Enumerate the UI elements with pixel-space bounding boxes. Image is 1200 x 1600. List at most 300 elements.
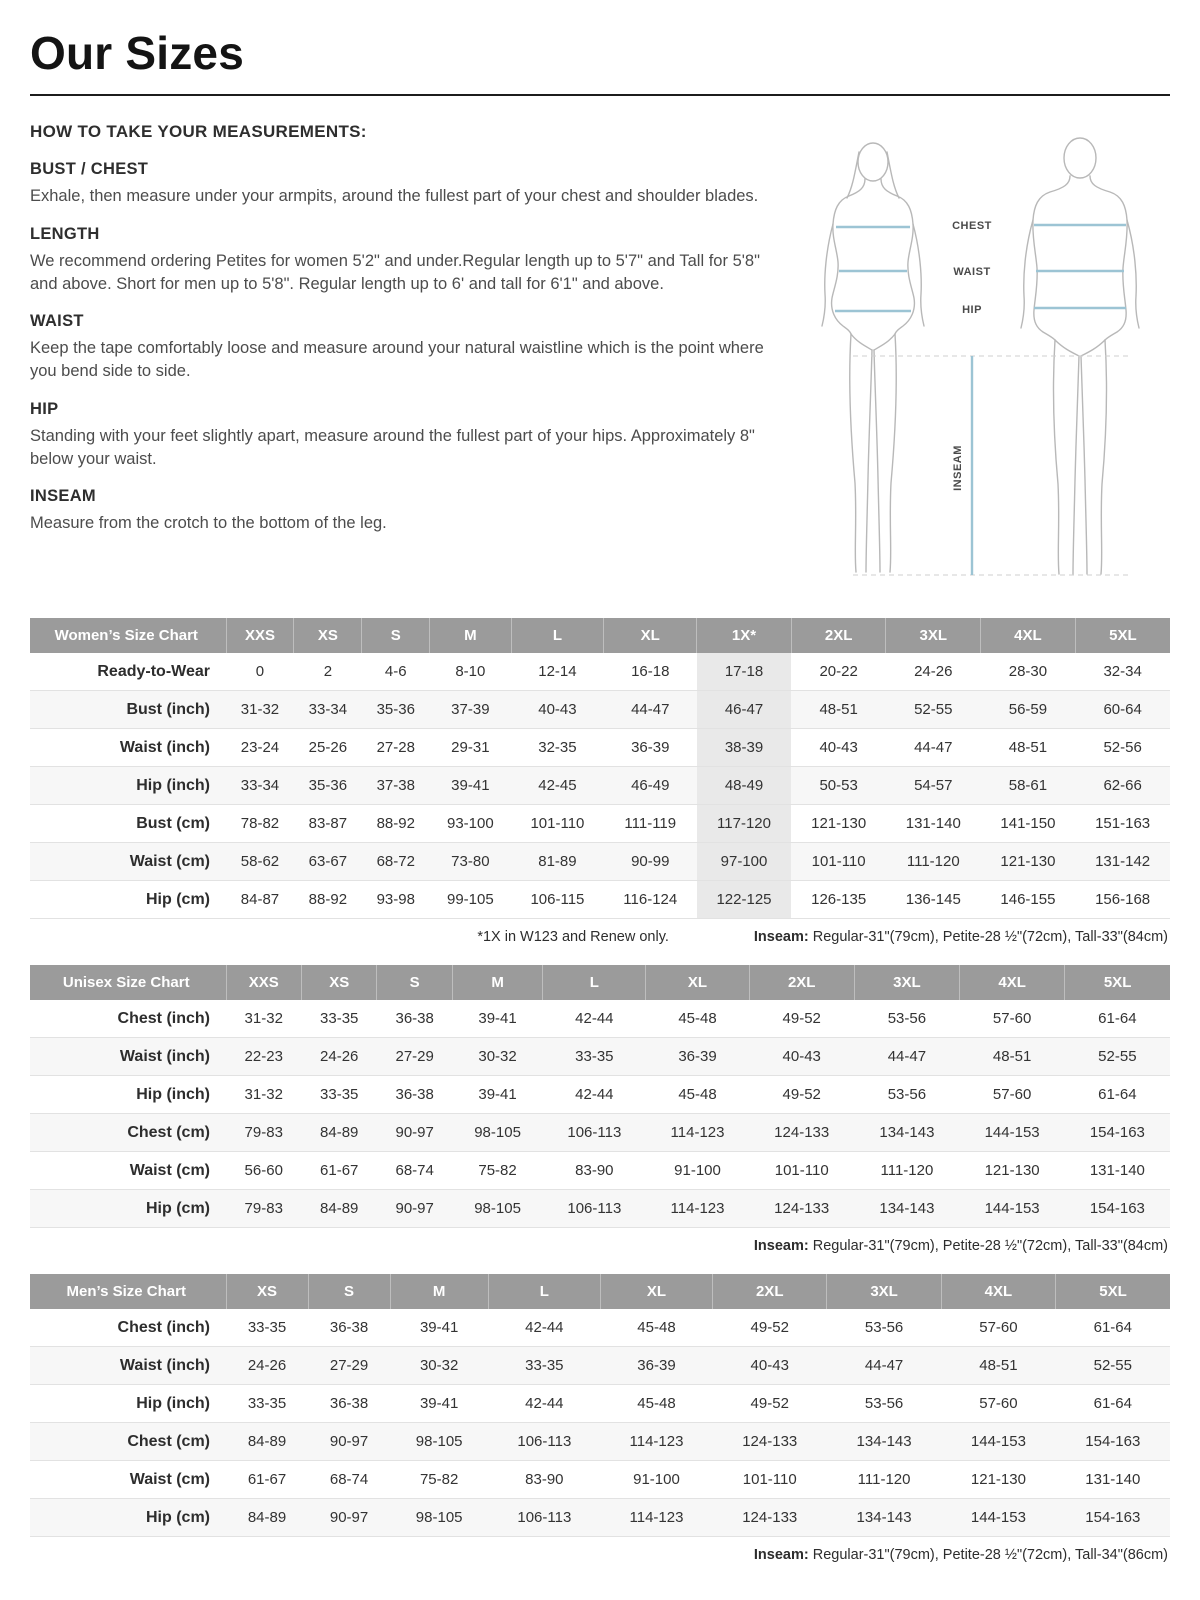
table-row (30, 843, 1170, 881)
table-cell: 33-35 (575, 1048, 614, 1065)
table-cell: 93-98 (376, 891, 415, 908)
table-cell: 53-56 (864, 1395, 904, 1412)
row-label: Hip (cm) (146, 1508, 210, 1526)
table-cell: 40-43 (782, 1048, 821, 1065)
column-header: 4XL (941, 1274, 1055, 1309)
table-cell: 49-52 (782, 1010, 821, 1027)
table-header-row (30, 965, 1170, 1000)
row-label: Hip (inch) (136, 776, 210, 794)
table-row (30, 1385, 1170, 1423)
table-cell: 25-26 (308, 739, 348, 756)
column-header: XXS (226, 965, 301, 1000)
table-cell: 90-97 (329, 1433, 369, 1450)
table-cell: 131-140 (1089, 1162, 1145, 1179)
mens-size-chart (30, 1274, 1170, 1537)
row-label: Hip (inch) (136, 1394, 210, 1412)
table-cell: 63-67 (308, 853, 348, 870)
content-top (30, 122, 1170, 598)
row-label: Chest (inch) (117, 1009, 210, 1027)
table-cell: 68-74 (395, 1162, 434, 1179)
table-cell: 134-143 (879, 1124, 935, 1141)
table-row (30, 1347, 1170, 1385)
table-cell: 101-110 (774, 1162, 829, 1179)
table-cell: 57-60 (992, 1010, 1032, 1027)
table-cell: 30-32 (419, 1357, 459, 1374)
table-cell: 46-49 (631, 777, 670, 794)
row-label: Ready-to-Wear (97, 662, 210, 680)
table-cell: 114-123 (670, 1124, 725, 1141)
table-cell: 52-55 (914, 701, 953, 718)
table-cell: 98-105 (415, 1433, 463, 1450)
table-cell: 98-105 (474, 1124, 521, 1141)
table-cell: 35-36 (376, 701, 415, 718)
table-cell: 106-115 (530, 891, 585, 908)
table-cell: 36-38 (329, 1395, 369, 1412)
table-footnote (30, 1547, 1168, 1563)
table-cell: 61-64 (1093, 1319, 1132, 1336)
table-row (30, 767, 1170, 805)
table-cell: 32-34 (1103, 663, 1142, 680)
table-cell: 60-64 (1103, 701, 1142, 718)
table-cell: 52-55 (1093, 1357, 1132, 1374)
table-cell: 36-38 (395, 1086, 434, 1103)
instruction-section-length (30, 225, 765, 296)
unisex-size-table-section (30, 965, 1170, 1254)
column-header: L (511, 618, 604, 653)
column-header: 4XL (981, 618, 1076, 653)
table-cell: 45-48 (678, 1010, 717, 1027)
table-row (30, 805, 1170, 843)
table-cell: 154-163 (1089, 1124, 1145, 1141)
table-cell: 154-163 (1085, 1509, 1141, 1526)
table-cell: 111-120 (880, 1162, 934, 1179)
table-cell: 93-100 (447, 815, 494, 832)
column-header: 3XL (854, 965, 959, 1000)
table-cell: 48-51 (1008, 739, 1048, 756)
column-header: S (377, 965, 452, 1000)
row-label: Waist (cm) (129, 852, 210, 870)
table-cell: 39-41 (419, 1319, 459, 1336)
column-header: M (452, 965, 542, 1000)
table-cell: 8-10 (455, 663, 486, 680)
row-label: Hip (inch) (136, 1085, 210, 1103)
table-cell: 33-35 (247, 1319, 287, 1336)
column-header: XL (600, 1274, 712, 1309)
table-cell: 121-130 (984, 1162, 1040, 1179)
table-cell: 52-56 (1103, 739, 1142, 756)
table-cell: 23-24 (240, 739, 280, 756)
section-body: Exhale, then measure under your armpits, around the fullest part of your chest and shoulder blades. (30, 187, 759, 205)
table-row (30, 653, 1170, 691)
table-cell: 39-41 (451, 777, 490, 794)
table-cell: 42-44 (525, 1395, 564, 1412)
table-cell: 90-97 (395, 1200, 434, 1217)
table-cell: 27-29 (395, 1048, 434, 1065)
section-title: WAIST (30, 312, 84, 331)
table-cell: 114-123 (670, 1200, 725, 1217)
table-cell: 50-53 (819, 777, 858, 794)
row-label: Hip (cm) (146, 890, 210, 908)
table-cell: 53-56 (887, 1010, 927, 1027)
table-cell: 37-39 (451, 701, 490, 718)
table-cell: 144-153 (984, 1124, 1040, 1141)
table-cell: 33-35 (247, 1395, 287, 1412)
table-cell: 37-38 (376, 777, 415, 794)
column-header: 5XL (1075, 618, 1170, 653)
column-header: XL (604, 618, 697, 653)
table-cell: 53-56 (887, 1086, 927, 1103)
table-row (30, 881, 1170, 919)
footnote-note: *1X in W123 and Renew only. (477, 929, 669, 945)
table-cell: 24-26 (247, 1357, 287, 1374)
table-cell: 56-59 (1008, 701, 1048, 718)
table-cell: 68-74 (329, 1471, 369, 1488)
body-measurement-illustration (793, 128, 1169, 598)
column-header: 1X* (697, 618, 792, 653)
table-cell: 28-30 (1008, 663, 1048, 680)
table-cell: 4-6 (384, 663, 407, 680)
table-cell: 44-47 (914, 739, 953, 756)
table-cell: 12-14 (538, 663, 577, 680)
table-cell: 134-143 (856, 1509, 912, 1526)
table-cell: 124-133 (742, 1433, 798, 1450)
table-cell: 101-110 (742, 1471, 797, 1488)
column-header: S (362, 618, 430, 653)
table-cell: 134-143 (879, 1200, 935, 1217)
chest-label: CHEST (951, 220, 992, 232)
column-header: M (390, 1274, 488, 1309)
hip-label: HIP (961, 304, 982, 316)
table-cell: 45-48 (637, 1319, 676, 1336)
table-cell: 124-133 (774, 1200, 830, 1217)
table-cell: 48-51 (979, 1357, 1018, 1374)
section-title: BUST / CHEST (30, 160, 149, 178)
table-cell: 90-99 (631, 853, 670, 870)
table-cell: 84-89 (320, 1124, 359, 1141)
table-cell: 30-32 (478, 1048, 517, 1065)
table-cell: 42-44 (575, 1086, 614, 1103)
table-cell: 35-36 (308, 777, 348, 794)
table-cell: 121-130 (970, 1471, 1026, 1488)
table-cell: 44-47 (864, 1357, 904, 1374)
table-cell: 33-35 (320, 1010, 359, 1027)
table-cell: 97-100 (697, 843, 792, 881)
inseam-footnote: Inseam: Regular-31"(79cm), Petite-28 ½"(72cm), Tall-34"(86cm) (753, 1547, 1168, 1563)
column-header: 2XL (749, 965, 854, 1000)
row-label: Chest (inch) (117, 1318, 210, 1336)
table-row (30, 1000, 1170, 1038)
table-cell: 131-140 (905, 815, 961, 832)
table-cell: 24-26 (320, 1048, 359, 1065)
table-cell: 42-44 (525, 1319, 564, 1336)
table-cell: 57-60 (992, 1086, 1032, 1103)
column-header: 4XL (960, 965, 1065, 1000)
row-label: Chest (cm) (127, 1432, 210, 1450)
table-cell: 33-35 (320, 1086, 359, 1103)
table-cell: 99-105 (447, 891, 494, 908)
table-cell: 131-142 (1095, 853, 1151, 870)
table-cell: 144-153 (970, 1509, 1026, 1526)
table-footnote (30, 929, 1168, 945)
table-row (30, 1499, 1170, 1537)
table-cell: 79-83 (244, 1124, 283, 1141)
instruction-section-hip (30, 400, 765, 471)
table-cell: 111-120 (906, 853, 960, 870)
table-row (30, 729, 1170, 767)
table-cell: 52-55 (1098, 1048, 1137, 1065)
table-cell: 49-52 (750, 1395, 789, 1412)
table-cell: 75-82 (419, 1471, 459, 1488)
table-cell: 146-155 (1000, 891, 1056, 908)
table-cell: 53-56 (864, 1319, 904, 1336)
waist-label: WAIST (952, 266, 991, 278)
table-cell: 101-110 (811, 853, 866, 870)
instruction-section-inseam (30, 487, 765, 535)
table-cell: 111-120 (857, 1471, 911, 1488)
table-cell: 16-18 (631, 663, 670, 680)
column-header: M (430, 618, 511, 653)
size-tables-area (30, 618, 1170, 1563)
table-cell: 111-119 (624, 815, 677, 832)
table-cell: 40-43 (750, 1357, 789, 1374)
table-cell: 144-153 (984, 1200, 1040, 1217)
table-cell: 121-130 (1000, 853, 1056, 870)
table-row (30, 1152, 1170, 1190)
table-cell: 83-90 (575, 1162, 614, 1179)
table-cell: 39-41 (478, 1086, 517, 1103)
section-body: Keep the tape comfortably loose and measure around your natural waistline which is the point where you bend side to side. (30, 339, 764, 381)
column-header: XS (301, 965, 376, 1000)
table-cell: 44-47 (631, 701, 670, 718)
table-header-row (30, 1274, 1170, 1309)
section-body: Measure from the crotch to the bottom of the leg. (30, 514, 387, 533)
table-cell: 48-49 (697, 767, 792, 805)
table-cell: 32-35 (538, 739, 577, 756)
measurement-instructions (30, 122, 765, 598)
row-label: Waist (cm) (129, 1470, 210, 1488)
table-row (30, 691, 1170, 729)
row-label: Bust (inch) (126, 700, 210, 718)
measurement-figure (791, 122, 1170, 598)
table-cell: 98-105 (474, 1200, 521, 1217)
table-cell: 106-113 (567, 1200, 622, 1217)
column-header: 5XL (1056, 1274, 1170, 1309)
table-cell: 48-51 (992, 1048, 1032, 1065)
womens-size-chart (30, 618, 1170, 919)
column-header: L (488, 1274, 600, 1309)
table-cell: 91-100 (674, 1162, 721, 1179)
table-cell: 40-43 (819, 739, 858, 756)
table-cell: 61-64 (1098, 1010, 1137, 1027)
table-cell: 81-89 (538, 853, 577, 870)
table-cell: 40-43 (538, 701, 577, 718)
inseam-guides (853, 356, 1131, 575)
table-title: Unisex Size Chart (30, 965, 226, 1000)
table-cell: 78-82 (240, 815, 280, 832)
table-cell: 58-61 (1008, 777, 1048, 794)
table-cell: 106-113 (517, 1509, 572, 1526)
table-title: Men’s Size Chart (30, 1274, 226, 1309)
instruction-section-bust (30, 160, 765, 208)
table-cell: 90-97 (395, 1124, 434, 1141)
section-title: HIP (30, 399, 59, 418)
row-label: Chest (cm) (127, 1123, 210, 1141)
section-body: Standing with your feet slightly apart, measure around the fullest part of your hips. Approximately 8" below your waist. (30, 426, 755, 468)
column-header: XXS (226, 618, 294, 653)
table-cell: 49-52 (750, 1319, 789, 1336)
table-row (30, 1038, 1170, 1076)
table-row (30, 1076, 1170, 1114)
table-cell: 88-92 (376, 815, 415, 832)
table-cell: 151-163 (1095, 815, 1151, 832)
woman-figure-icon (822, 143, 924, 572)
column-header: 2XL (791, 618, 886, 653)
table-title: Women’s Size Chart (30, 618, 226, 653)
table-cell: 141-150 (1000, 815, 1056, 832)
womens-size-table-section (30, 618, 1170, 945)
table-cell: 79-83 (244, 1200, 283, 1217)
table-cell: 83-90 (525, 1471, 564, 1488)
column-header: S (308, 1274, 390, 1309)
table-cell: 57-60 (979, 1319, 1018, 1336)
table-cell: 57-60 (979, 1395, 1018, 1412)
table-cell: 38-39 (697, 729, 792, 767)
column-header: 5XL (1065, 965, 1170, 1000)
table-cell: 33-34 (240, 777, 280, 794)
table-cell: 42-44 (575, 1010, 614, 1027)
table-cell: 91-100 (633, 1471, 680, 1488)
table-cell: 42-45 (538, 777, 577, 794)
row-label: Waist (inch) (119, 1047, 210, 1065)
table-cell: 56-60 (244, 1162, 283, 1179)
table-cell: 49-52 (782, 1086, 821, 1103)
table-cell: 31-32 (240, 701, 280, 718)
table-row (30, 1114, 1170, 1152)
section-title: INSEAM (30, 487, 96, 506)
row-label: Waist (inch) (119, 738, 210, 756)
table-cell: 84-87 (240, 891, 280, 908)
table-cell: 83-87 (308, 815, 348, 832)
column-header: XS (226, 1274, 308, 1309)
table-cell: 122-125 (697, 881, 792, 919)
table-cell: 45-48 (678, 1086, 717, 1103)
table-row (30, 1423, 1170, 1461)
inseam-footnote: Inseam: Regular-31"(79cm), Petite-28 ½"(72cm), Tall-33"(84cm) (753, 929, 1168, 945)
table-cell: 144-153 (970, 1433, 1026, 1450)
table-cell: 126-135 (811, 891, 867, 908)
table-cell: 124-133 (742, 1509, 798, 1526)
table-cell: 131-140 (1085, 1471, 1141, 1488)
table-cell: 36-38 (329, 1319, 369, 1336)
table-cell: 124-133 (774, 1124, 830, 1141)
table-cell: 27-28 (376, 739, 415, 756)
table-cell: 154-163 (1085, 1433, 1141, 1450)
inseam-footnote: Inseam: Regular-31"(79cm), Petite-28 ½"(72cm), Tall-33"(84cm) (753, 1238, 1168, 1254)
row-label: Waist (inch) (119, 1356, 210, 1374)
mens-size-table-section (30, 1274, 1170, 1563)
table-cell: 33-35 (525, 1357, 564, 1374)
table-cell: 134-143 (856, 1433, 912, 1450)
table-cell: 84-89 (247, 1433, 287, 1450)
table-row (30, 1461, 1170, 1499)
table-cell: 20-22 (819, 663, 858, 680)
table-cell: 84-89 (320, 1200, 359, 1217)
table-cell: 61-64 (1093, 1395, 1132, 1412)
inseam-label: INSEAM (951, 445, 964, 491)
table-cell: 75-82 (478, 1162, 517, 1179)
row-label: Hip (cm) (146, 1199, 210, 1217)
row-label: Waist (cm) (129, 1161, 210, 1179)
table-cell: 27-29 (329, 1357, 369, 1374)
instructions-heading: HOW TO TAKE YOUR MEASUREMENTS: (30, 122, 367, 141)
table-cell: 31-32 (244, 1010, 283, 1027)
table-cell: 39-41 (419, 1395, 459, 1412)
table-cell: 121-130 (811, 815, 867, 832)
table-cell: 54-57 (914, 777, 953, 794)
table-cell: 45-48 (637, 1395, 676, 1412)
table-cell: 114-123 (629, 1509, 684, 1526)
table-cell: 24-26 (914, 663, 953, 680)
table-cell: 36-38 (395, 1010, 434, 1027)
table-cell: 61-64 (1098, 1086, 1137, 1103)
table-cell: 136-145 (905, 891, 961, 908)
table-cell: 98-105 (415, 1509, 463, 1526)
table-cell: 62-66 (1103, 777, 1142, 794)
table-cell: 90-97 (329, 1509, 369, 1526)
table-cell: 2 (323, 663, 333, 680)
table-header-row (30, 618, 1170, 653)
table-row (30, 1309, 1170, 1347)
table-cell: 117-120 (697, 805, 792, 843)
table-cell: 36-39 (637, 1357, 676, 1374)
row-label: Bust (cm) (136, 814, 210, 832)
table-cell: 114-123 (629, 1433, 684, 1450)
table-cell: 101-110 (530, 815, 585, 832)
column-header: 2XL (713, 1274, 827, 1309)
table-cell: 106-113 (567, 1124, 622, 1141)
table-cell: 156-168 (1095, 891, 1151, 908)
table-cell: 46-47 (697, 691, 792, 729)
table-footnote (30, 1238, 1168, 1254)
column-header: L (543, 965, 646, 1000)
column-header: XL (646, 965, 749, 1000)
table-cell: 31-32 (244, 1086, 283, 1103)
column-header: XS (294, 618, 362, 653)
table-cell: 22-23 (244, 1048, 283, 1065)
table-cell: 88-92 (308, 891, 348, 908)
page-title: Our Sizes (30, 27, 244, 79)
table-cell: 33-34 (308, 701, 348, 718)
section-body: We recommend ordering Petites for women 5'2" and under.Regular length up to 5'7" and Tall for 5'8" and above. Short for men up to 5'8". Regular length up to 6' and tall for 6'1" and above. (30, 251, 760, 293)
table-cell: 29-31 (451, 739, 490, 756)
table-row (30, 1190, 1170, 1228)
table-cell: 0 (255, 663, 265, 680)
table-cell: 17-18 (697, 653, 792, 691)
table-cell: 61-67 (247, 1471, 287, 1488)
section-title: LENGTH (30, 224, 100, 243)
page-header (30, 26, 1170, 96)
column-header: 3XL (827, 1274, 941, 1309)
table-cell: 61-67 (320, 1162, 359, 1179)
table-cell: 68-72 (376, 853, 415, 870)
table-cell: 106-113 (517, 1433, 572, 1450)
table-cell: 73-80 (451, 853, 490, 870)
table-cell: 116-124 (623, 891, 678, 908)
table-cell: 44-47 (887, 1048, 927, 1065)
instruction-section-waist (30, 312, 765, 383)
table-cell: 84-89 (247, 1509, 287, 1526)
table-cell: 154-163 (1089, 1200, 1145, 1217)
